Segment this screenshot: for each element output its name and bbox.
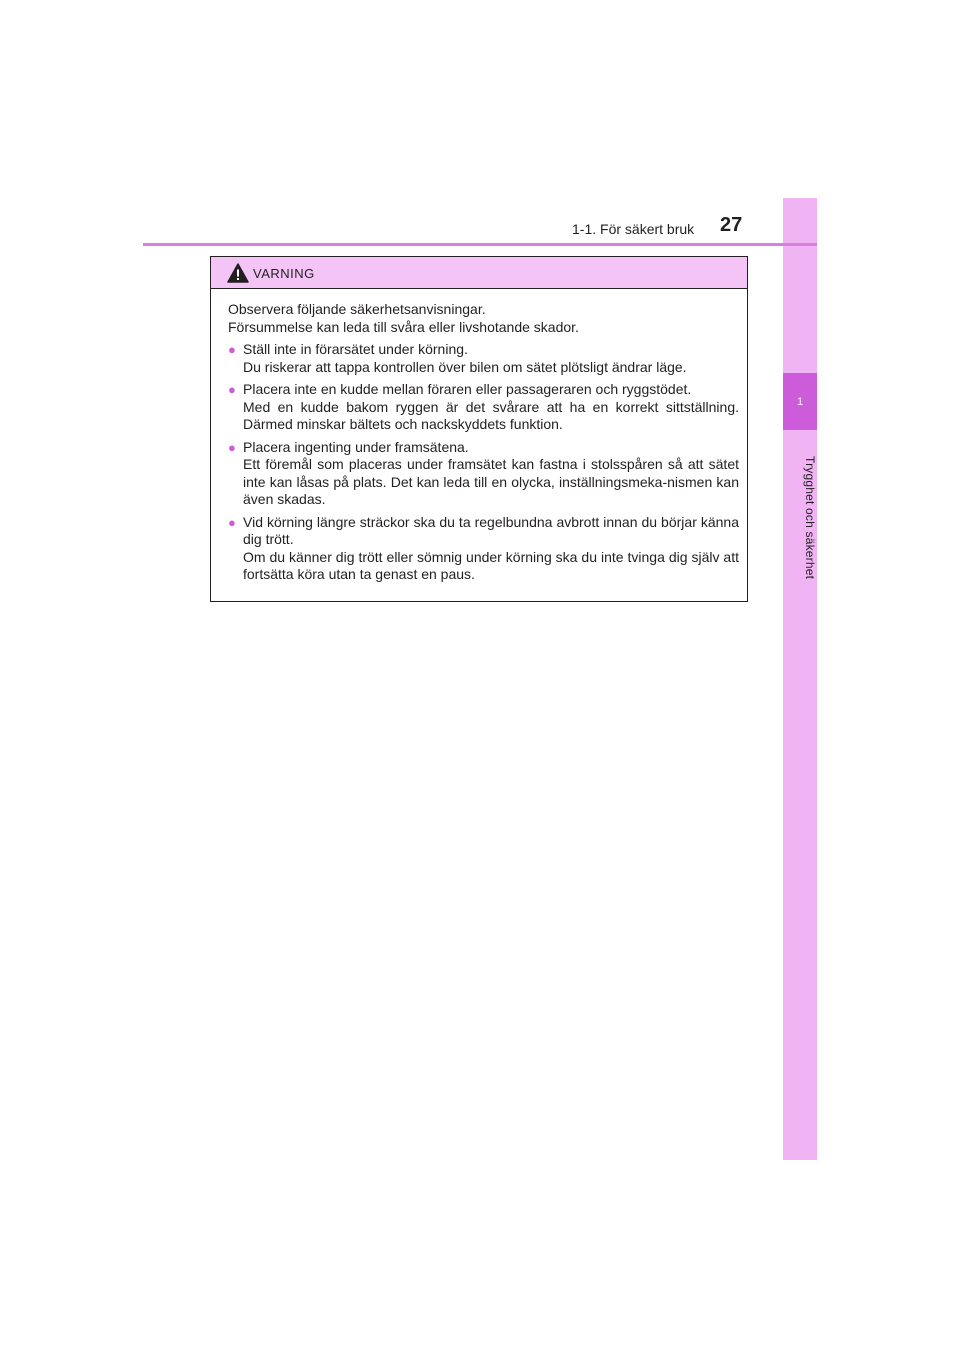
warning-item: [228, 514, 739, 584]
warning-intro: [228, 301, 739, 336]
item-detail: Om du känner dig trött eller sömnig under körning ska du inte tvinga dig själv att fortsätta köra utan ta genast en paus.: [243, 548, 739, 582]
intro-line: Försummelse kan leda till svåra eller livshotande skador.: [228, 318, 579, 335]
bullet-icon: ●: [228, 439, 236, 455]
bullet-icon: ●: [228, 514, 236, 530]
warning-title: VARNING: [253, 265, 315, 281]
chapter-number: 1: [796, 395, 804, 408]
warning-header: [211, 257, 747, 289]
item-detail: Med en kudde bakom ryggen är det svårare att ha en korrekt sittställning. Därmed minskar bältets och nackskyddets funktion.: [243, 398, 739, 432]
item-heading: Vid körning längre sträckor ska du ta regelbundna avbrott innan du börjar känna dig trött.: [243, 513, 739, 547]
chapter-sidebar: [783, 198, 817, 1160]
warning-triangle-icon: [227, 263, 249, 283]
warning-item: [228, 341, 739, 376]
item-heading: Ställ inte in förarsätet under körning.: [243, 341, 468, 357]
item-heading: Placera ingenting under framsätena.: [243, 438, 469, 455]
page-number: 27: [720, 214, 743, 236]
warning-item: [228, 381, 739, 434]
item-heading: Placera inte en kudde mellan föraren eller passageraren och ryggstödet.: [243, 381, 692, 397]
bullet-icon: ●: [228, 382, 236, 397]
item-detail: Du riskerar att tappa kontrollen över bilen om sätet plötsligt ändrar läge.: [243, 358, 687, 375]
warning-box: [210, 256, 748, 602]
warning-body: [211, 289, 747, 584]
chapter-title: Trygghet och säkerhet: [803, 456, 817, 580]
header-divider: [143, 243, 817, 246]
section-title: 1-1. För säkert bruk: [572, 221, 695, 237]
intro-line: Observera följande säkerhetsanvisningar.: [228, 301, 486, 317]
chapter-tab-active[interactable]: [783, 373, 817, 430]
warning-item: [228, 439, 739, 509]
item-detail: Ett föremål som placeras under framsätet kan fastna i stolsspåren så att sätet inte kan låsas på plats. Det kan leda till en olycka, inställningsmeka-nismen kan även skadas.: [243, 456, 739, 507]
bullet-icon: ●: [228, 342, 236, 357]
